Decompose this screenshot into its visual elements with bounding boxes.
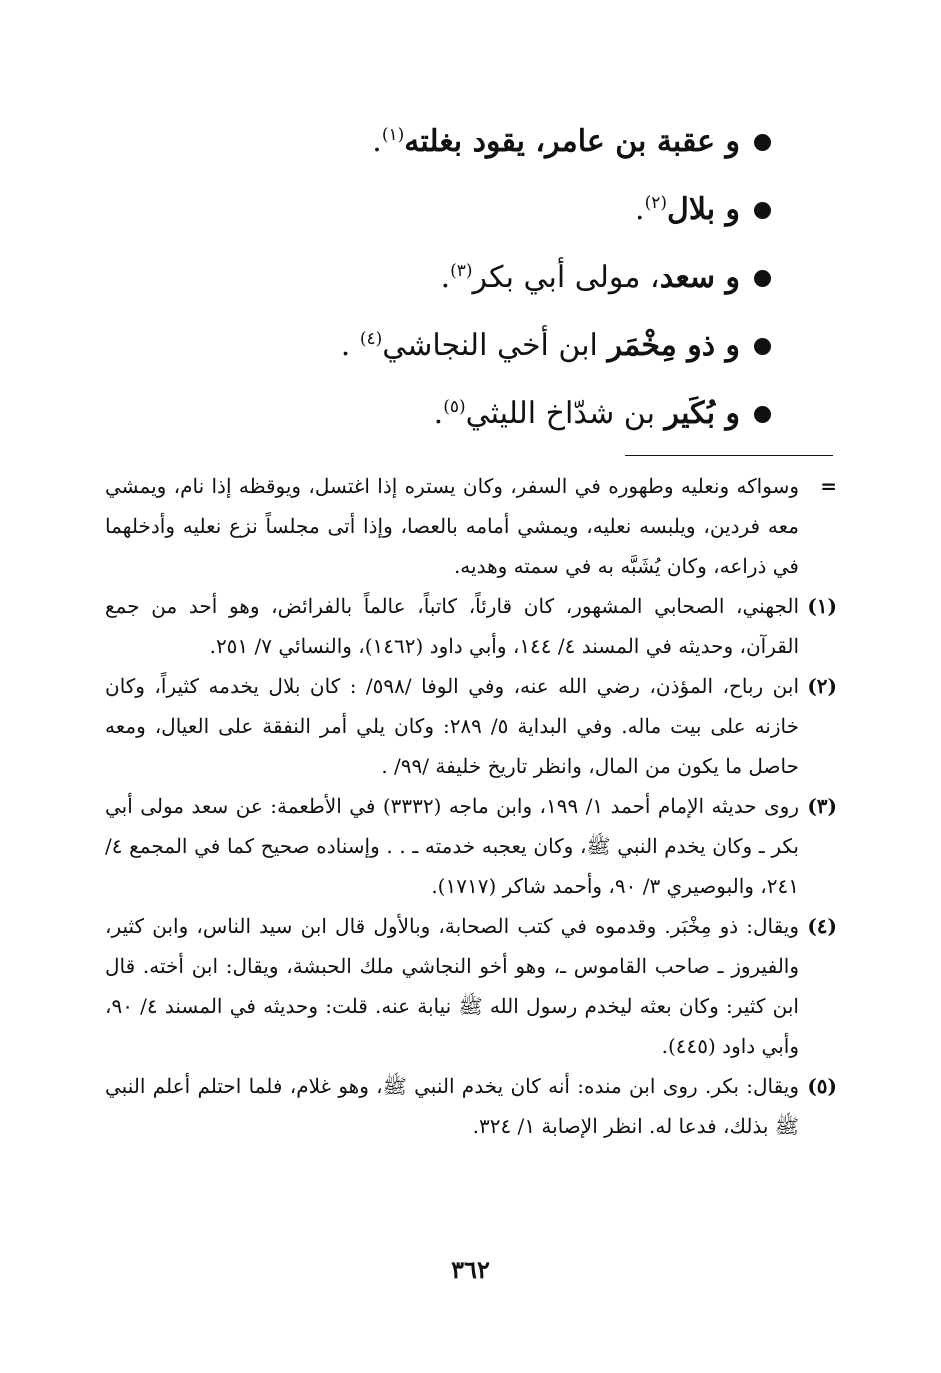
- footnote-number: (١): [807, 594, 837, 618]
- bullet-item: [211, 244, 771, 312]
- bullet-dot-icon: [754, 202, 771, 219]
- bullet-text: و بُكَير بن شدّاخ الليثي$^{(٥)}$.: [433, 396, 740, 431]
- bullet-text: و ذو مِخْمَر ابن أخي النجاشي$^{(٤)}$ .: [340, 328, 740, 363]
- bullet-text: و بلال$^{(٢)}$.: [635, 192, 740, 227]
- footnote-3: [105, 786, 837, 906]
- bullet-dot-icon: [754, 338, 771, 355]
- footnote-1: [105, 586, 837, 666]
- footnote-text: الجهني، الصحابي المشهور، كان قارئاً، كاتباً، عالماً بالفرائض، وهو أحد من جمع القرآن، وحديثه في المسند ٤/ ١٤٤، وأبي داود (١٤٦٢)، والنسائي ٧/ ٢٥١.: [105, 594, 799, 658]
- bullet-item: [211, 380, 771, 448]
- page-number: ٣٦٢: [451, 1255, 490, 1284]
- footnote-5: [105, 1066, 837, 1146]
- bullet-item: [211, 312, 771, 380]
- footnote-ref: (٢): [644, 193, 668, 213]
- bullet-dot-icon: [754, 134, 771, 151]
- footnote-number: =: [820, 474, 837, 498]
- footnotes-section: [105, 466, 837, 1146]
- footnote-4: [105, 906, 837, 1066]
- footnote-ref: (٤): [359, 329, 383, 349]
- footnote-text: روى حديثه الإمام أحمد ١/ ١٩٩، وابن ماجه (٣٣٣٢) في الأطعمة: عن سعد مولى أبي بكر ـ وكان يخدم النبي ﷺ، وكان يعجبه خدمته ـ . . وإسناده صحيح كما في المجمع ٤/ ٢٤١، والبوصيري ٣/ ٩٠، وأحمد شاكر (١٧١٧).: [105, 794, 799, 898]
- footnote-number: (٤): [807, 914, 837, 938]
- bullet-list: [211, 108, 771, 448]
- footnote-text: ويقال: بكر. روى ابن منده: أنه كان يخدم النبي ﷺ، وهو غلام، فلما احتلم أعلم النبي ﷺ بذلك، فدعا له. انظر الإصابة ١/ ٣٢٤.: [105, 1074, 799, 1138]
- footnote-number: (٣): [807, 794, 837, 818]
- bullet-text: و سعد، مولى أبي بكر$^{(٣)}$.: [440, 260, 740, 295]
- bullet-item: [211, 108, 771, 176]
- bullet-dot-icon: [754, 270, 771, 287]
- bullet-text: و عقبة بن عامر، يقود بغلته$^{(١)}$.: [372, 124, 740, 159]
- footnote-2: [105, 666, 837, 786]
- footnote-number: (٢): [807, 674, 837, 698]
- footnote-text: ويقال: ذو مِخْبَر. وقدموه في كتب الصحابة، وبالأول قال ابن سيد الناس، وابن كثير، والفيروز ـ صاحب القاموس ـ، وهو أخو النجاشي ملك الحبشة، ويقال: ابن أخته. قال ابن كثير: وكان بعثه ليخدم رسول الله ﷺ نيابة عنه. قلت: وحديثه في المسند ٤/ ٩٠، وأبي داود (٤٤٥).: [105, 914, 800, 1058]
- footnote-separator: [625, 455, 833, 456]
- footnote-ref: (١): [381, 125, 405, 145]
- bullet-item: [211, 176, 771, 244]
- footnote-ref: (٥): [443, 397, 466, 417]
- footnote-continuation: [105, 466, 837, 586]
- footnote-text: وسواكه ونعليه وطهوره في السفر، وكان يستره إذا اغتسل، ويوقظه إذا نام، ويمشي معه فردين، ويلبسه نعليه، ويمشي أمامه بالعصا، وإذا أتى مجلساً نزع نعليه وأدخلهما في ذراعه، وكان يُشَبَّه به في سمته وهديه.: [105, 474, 799, 578]
- footnote-text: ابن رباح، المؤذن، رضي الله عنه، وفي الوفا /٥٩٨/ : كان بلال يخدمه كثيراً، وكان خازنه على بيت ماله. وفي البداية ٥/ ٢٨٩: وكان يلي أمر النفقة على العيال، ومعه حاصل ما يكون من المال، وانظر تاريخ خليفة /٩٩/ .: [105, 674, 800, 778]
- footnote-number: (٥): [807, 1074, 837, 1098]
- bullet-dot-icon: [754, 406, 771, 423]
- footnote-ref: (٣): [450, 261, 473, 281]
